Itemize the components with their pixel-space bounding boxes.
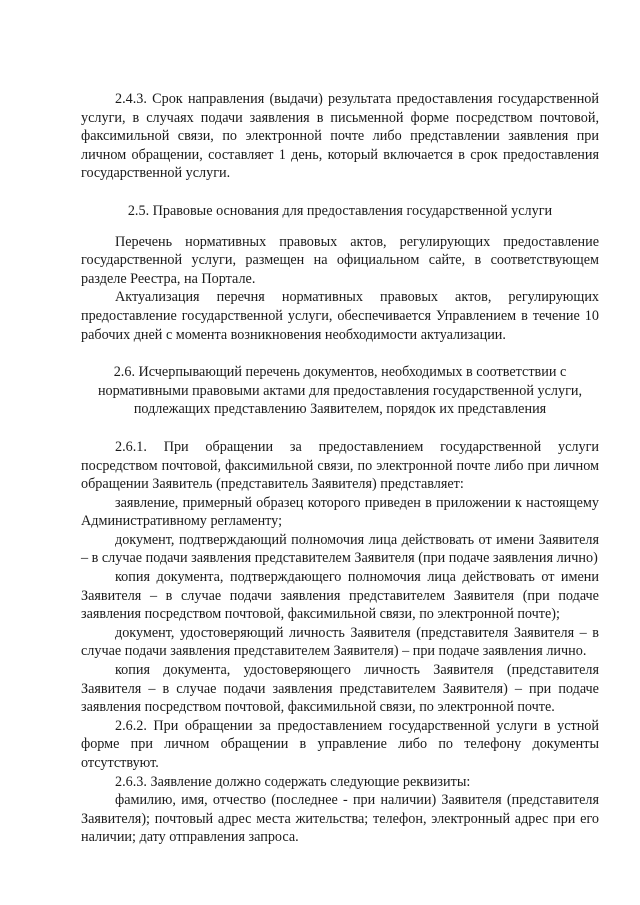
section-heading-2-5: 2.5. Правовые основания для предоставления государственной услуги [127,202,553,219]
paragraph-2-5-legal-acts: Перечень нормативных правовых актов, регулирующих предоставление государственной услуги, размещен на официальном сайте, в соответствующем разделе Реестра, на Портале. [81,233,599,287]
list-item-authority-document-copy: копия документа, подтверждающего полномочия лица действовать от имени Заявителя – в случае подачи заявления представителем Заявителя (при подаче заявления посредством почтовой, факсимильной связи, по электронной почте); [81,569,599,623]
list-item-identity-document-copy: копия документа, удостоверяющего личность Заявителя (представителя Заявителя – в случае подачи заявления представителем Заявителя) – при подаче заявления посредством почтовой, факсимильной связи, по электронной почте. [81,662,599,716]
paragraph-2-4-3: 2.4.3. Срок направления (выдачи) результата предоставления государственной услуги, в случаях подачи заявления в письменной форме посредством почтовой, факсимильной связи, по электронной почте либо представлении заявления при личном обращении, составляет 1 день, который включается в срок предоставления государственной услуги. [81,91,599,182]
section-heading-2-6: 2.6. Исчерпывающий перечень документов, необходимых в соответствии с нормативными правовыми актами для предоставления государственной услуги, подлежащих представлению Заявителем, порядок их представления [97,364,583,418]
list-item-requisites: фамилию, имя, отчество (последнее - при наличии) Заявителя (представителя Заявителя); почтовый адрес места жительства; телефон, электронный адрес при его наличии; дату отправления запроса. [81,792,599,846]
paragraph-2-6-3: 2.6.3. Заявление должно содержать следующие реквизиты: [115,773,471,790]
document-page [81,90,599,847]
list-item-identity-document: документ, удостоверяющий личность Заявителя (представителя Заявителя – в случае подачи заявления представителем Заявителя) – при подаче заявления лично. [81,624,599,660]
list-item-authority-document: документ, подтверждающий полномочия лица действовать от имени Заявителя – в случае подачи заявления представителем Заявителя (при подаче заявления лично) [81,531,599,567]
paragraph-2-6-1: 2.6.1. При обращении за предоставлением государственной услуги посредством почтовой, факсимильной связи, по электронной почте либо при личном обращении Заявитель (представитель Заявителя) представляет: [81,438,599,493]
list-item-application: заявление, примерный образец которого приведен в приложении к настоящему Административному регламенту; [81,494,599,530]
paragraph-2-5-actualization: Актуализация перечня нормативных правовых актов, регулирующих предоставление государственной услуги, обеспечивается Управлением в течение 10 рабочих дней с момента возникновения необходимости актуализации. [81,289,599,343]
paragraph-2-6-2: 2.6.2. При обращении за предоставлением государственной услуги в устной форме при личном обращении в управление либо по телефону документы отсутствуют. [81,717,599,771]
